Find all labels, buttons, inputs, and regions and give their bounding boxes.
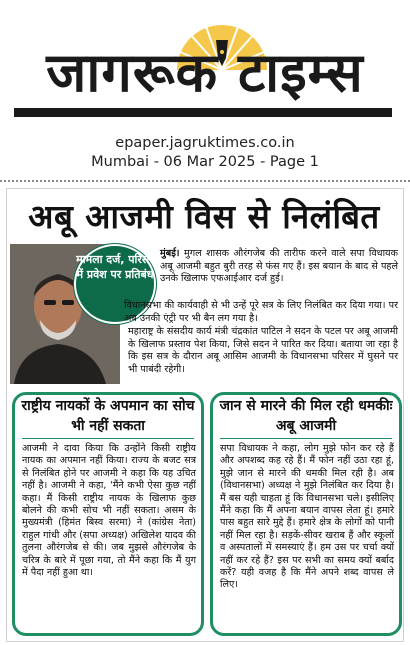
article-headline: अबू आजमी विस से निलंबित	[28, 197, 380, 236]
sidebox-right-body: सपा विधायक ने कहा, लोग मुझे फोन कर रहे हैं और अपशब्द कह रहे हैं। मैं फोन नहीं उठा रहा हूं, मुझे जान से मारने की धमकी मिल रही है। अब (विधानसभा) अध्यक्ष ने मुझे निलंबित कर दिया है। मैं बस यही चाहता हूं कि विधानसभा चले। इसीलिए मैंने कहा कि मैं अपना बयान वापस लेता हूं। हमारे पास बहुत सारे मुद्दे हैं। हमारे क्षेत्र के लोगों को पानी नहीं मिल रहा है। सड़कें-सीवर खराब हैं और स्कूलों व अस्पतालों में समस्याएं हैं। हम उस पर चर्चा क्यों नहीं कर रहे हैं? इस पर सभी का समय क्यों बर्बाद करें? यही वजह है कि मैंने अपने शब्द वापस ले लिए।	[220, 443, 394, 591]
lead-paragraph-bottom: महाराष्ट्र के संसदीय कार्य मंत्री चंद्रकांत पाटिल ने सदन के पटल पर अबू आजमी के खिलाफ प्रस्ताव पेश किया, जिसे सदन ने पारित कर दिया। बताया जा रहा है कि इस सत्र के दौरान अबू आसिम आजमी के विधानसभा परिसर में घुसने पर भी पाबंदी रहेगी।	[128, 326, 398, 375]
sidebox-right-title: जान से मारने की मिल रही धमकीः अबू आजमी	[219, 398, 393, 434]
sidebox-left-body: आजमी ने दावा किया कि उन्होंने किसी राष्ट्रीय नायक का अपमान नहीं किया। राज्य के बजट सत्र से निलंबित होने पर आजमी ने कहा कि यह उचित नहीं है। आजमी ने कहा, 'मैंने कभी ऐसा कुछ नहीं कहा। मैं किसी राष्ट्रीय नायक के खिलाफ कुछ बोलने की कभी सोच भी नहीं सकता। असम के मुख्यमंत्री (हिमंत बिस्व सरमा) ने (कांग्रेस नेता) राहुल गांधी और (सपा अध्यक्ष) अखिलेश यादव की तुलना औरंगजेब से की। जब मुझसे औरंगजेब के चरित्र के बारे में पूछा गया, तो मैंने कहा कि मैं युग में पैदा नहीं हुआ था।	[22, 443, 196, 579]
masthead	[0, 0, 410, 128]
lead-paragraph-top: मुंबई। मुगल शासक औरंगजेब की तारीफ करने वाले सपा विधायक अबू आजमी बहुत बुरी तरह से फंस गए हैं। इस बयान के बाद से पहले उनके खिलाफ एफआईआर दर्ज हुई।	[160, 248, 398, 285]
sidebox-left-title: राष्ट्रीय नायकों के अपमान का सोच भी नहीं सकता	[21, 398, 195, 434]
tag-label: मामला दर्ज, परिसर में प्रवेश पर प्रतिबंध	[76, 253, 154, 281]
dotted-separator	[0, 180, 410, 182]
dateline: मुंबई।	[160, 248, 180, 259]
edition-info	[0, 134, 410, 172]
lead-paragraph-mid: विधानसभा की कार्यवाही से भी उन्हें पूरे सत्र के लिए निलंबित कर दिया गया। पर अब उनकी एंट्री पर भी बैन लग गया है।	[124, 300, 398, 324]
sidebox-right-rule	[220, 438, 392, 439]
edition-line: Mumbai - 06 Mar 2025 - Page 1	[91, 154, 319, 170]
brand-title: जागरूक टाइम्स	[46, 41, 364, 104]
epaper-url[interactable]: epaper.jagruktimes.co.in	[115, 135, 295, 151]
sidebox-left-rule	[22, 438, 194, 439]
brand-underline	[14, 108, 392, 117]
